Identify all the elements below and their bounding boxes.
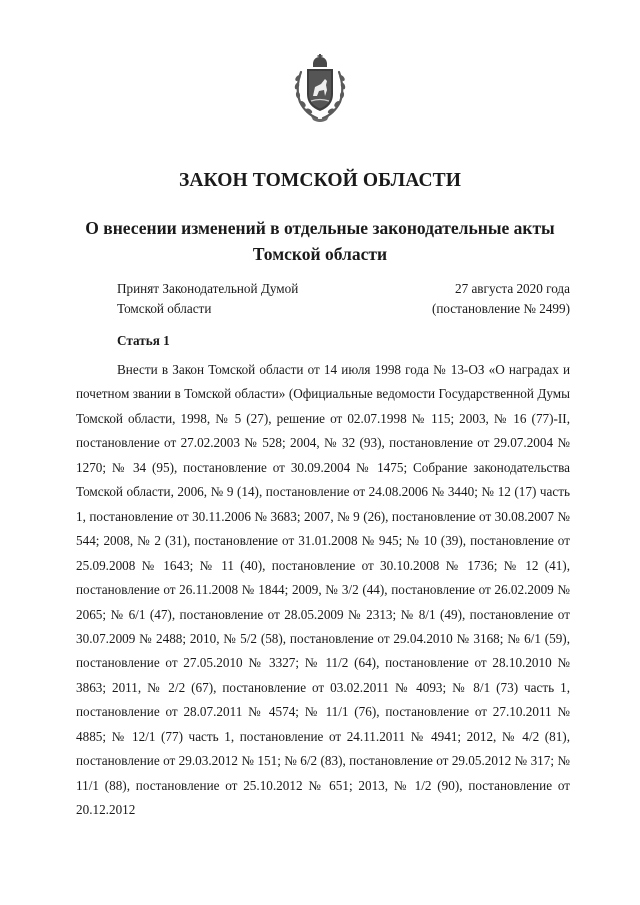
adoption-authority-line1: Принят Законодательной Думой (117, 281, 299, 296)
adoption-authority-line2: Томской области (117, 301, 212, 316)
law-title: ЗАКОН ТОМСКОЙ ОБЛАСТИ (178, 170, 462, 191)
adoption-details (432, 279, 570, 319)
tomsk-oblast-coat-of-arms-icon (291, 54, 349, 124)
law-subtitle: О внесении изменений в отдельные законодательные акты Томской области (85, 218, 555, 264)
article-heading: Статья 1 (117, 333, 170, 348)
resolution-number: (постановление № 2499) (431, 301, 570, 316)
adoption-date: 27 августа 2020 года (454, 281, 570, 296)
adoption-authority (117, 279, 298, 319)
article-body: Внести в Закон Томской области от 14 июля 1998 года № 13-ОЗ «О наградах и почетном звании в Томской области» (Официальные ведомости Государственной Думы Томской области, 1998, № 5 (27), решение от 02.07.1998 № 115; 2003, № 16 (77)-II, постановление от 27.02.2003 № 528; 2004, № 32 (93), постановление от 29.07.2004 № 1270; № 34 (95), постановление от 30.09.2004 № 1475; Собрание законодательства Томской области, 2006, № 9 (14), постановление от 24.08.2006 № 3440; № 12 (17) часть 1, постановление от 30.11.2006 № 3683; 2007, № 9 (26), постановление от 30.08.2007 № 544; 2008, № 2 (31), постановление от 31.01.2008 № 945; № 10 (39), постановление от 25.09.2008 № 1643; № 11 (40), постановление от 30.10.2008 № 1736; № 12 (41), постановление от 26.11.2008 № 1844; 2009, № 3/2 (44), постановление от 26.02.2009 № 2065; № 6/1 (47), постановление от 28.05.2009 № 2313; № 8/1 (49), постановление от 30.07.2009 № 2488; 2010, № 5/2 (58), постановление от 29.04.2010 № 3168; № 6/1 (59), постановление от 27.05.2010 № 3327; № 11/2 (64), постановление от 28.10.2010 № 3863; 2011, № 2/2 (67), постановление от 03.02.2011 № 4093; № 8/1 (73) часть 1, постановление от 28.07.2011 № 4574; № 11/1 (76), постановление от 27.10.2011 № 4885; № 12/1 (77) часть 1, постановление от 24.11.2011 № 4941; 2012, № 4/2 (81), постановление от 29.03.2012 № 151; № 6/2 (83), постановление от 29.05.2012 № 317; № 11/1 (88), постановление от 25.10.2012 № 651; 2013, № 1/2 (90), постановление от 20.12.2012 (76, 362, 570, 818)
